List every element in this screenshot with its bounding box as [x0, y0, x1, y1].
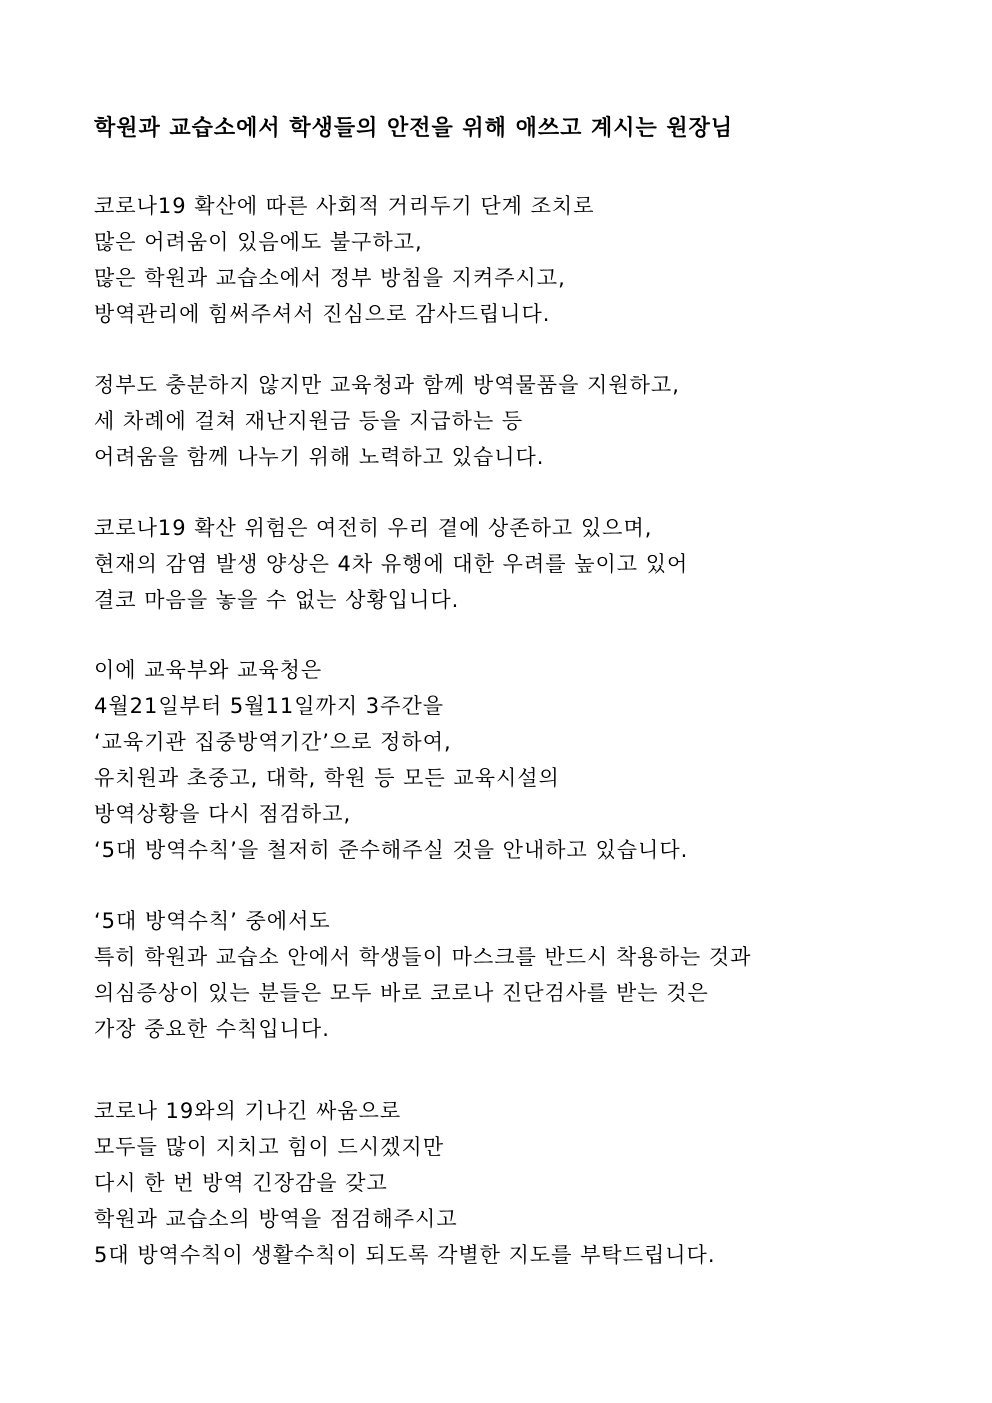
- text-line: 현재의 감염 발생 양상은 4차 유행에 대한 우려를 높이고 있어: [94, 552, 689, 576]
- text-line: 코로나19 확산 위험은 여전히 우리 곁에 상존하고 있으며,: [94, 516, 653, 540]
- paragraph-closing-request: [94, 1093, 716, 1273]
- text-line: ‘5대 방역수칙’을 철저히 준수해주실 것을 안내하고 있습니다.: [94, 838, 689, 862]
- letter-heading: 학원과 교습소에서 학생들의 안전을 위해 애쓰고 계시는 원장님: [94, 116, 734, 141]
- paragraph-intensive-period: [94, 652, 688, 868]
- text-line: 4월21일부터 5월11일까지 3주간을: [94, 694, 445, 718]
- text-line: 결코 마음을 놓을 수 없는 상황입니다.: [94, 588, 460, 612]
- text-line: 의심증상이 있는 분들은 모두 바로 코로나 진단검사를 받는 것은: [94, 981, 709, 1005]
- text-line: 코로나 19와의 기나긴 싸움으로: [94, 1099, 402, 1123]
- paragraph-risk-situation: [94, 510, 688, 618]
- paragraph-government-support: [94, 367, 680, 475]
- text-line: 5대 방역수칙이 생활수칙이 되도록 각별한 지도를 부탁드립니다.: [94, 1243, 716, 1267]
- paragraph-gratitude: [94, 188, 595, 332]
- text-line: 학원과 교습소의 방역을 점검해주시고: [94, 1207, 458, 1231]
- text-line: 많은 어려움이 있음에도 불구하고,: [94, 230, 423, 254]
- text-line: 가장 중요한 수칙입니다.: [94, 1017, 330, 1041]
- text-line: 다시 한 번 방역 긴장감을 갖고: [94, 1171, 388, 1195]
- text-line: ‘5대 방역수칙’ 중에서도: [94, 909, 331, 933]
- paragraph-key-rules: [94, 903, 751, 1047]
- text-line: ‘교육기관 집중방역기간’으로 정하여,: [94, 730, 452, 754]
- text-line: 코로나19 확산에 따른 사회적 거리두기 단계 조치로: [94, 194, 595, 218]
- text-line: 정부도 충분하지 않지만 교육청과 함께 방역물품을 지원하고,: [94, 373, 680, 397]
- text-line: 이에 교육부와 교육청은: [94, 658, 323, 682]
- text-line: 세 차례에 걸쳐 재난지원금 등을 지급하는 등: [94, 409, 524, 433]
- text-line: 유치원과 초중고, 대학, 학원 등 모든 교육시설의: [94, 766, 560, 790]
- text-line: 많은 학원과 교습소에서 정부 방침을 지켜주시고,: [94, 266, 566, 290]
- text-line: 어려움을 함께 나누기 위해 노력하고 있습니다.: [94, 445, 545, 469]
- text-line: 방역관리에 힘써주셔서 진심으로 감사드립니다.: [94, 302, 551, 326]
- text-line: 방역상황을 다시 점검하고,: [94, 802, 352, 826]
- text-line: 특히 학원과 교습소 안에서 학생들이 마스크를 반드시 착용하는 것과: [94, 945, 752, 969]
- text-line: 모두들 많이 지치고 힘이 드시겠지만: [94, 1135, 444, 1159]
